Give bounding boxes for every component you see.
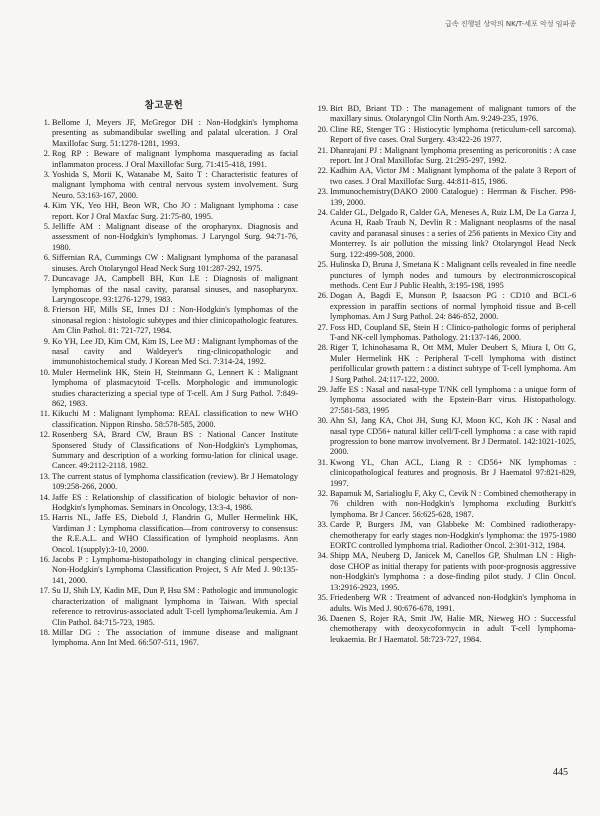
reference-text: Cline RE, Stenger TG : Histiocytic lymphoma (reticulum-cell sarcoma). Report of five cases. Oral Surgery. 43:422-26 1977. [330, 124, 576, 145]
reference-text: Duncavage JA, Campbell BH, Kun LE : Diagnosis of malignant lymphomas of the nasal cavity, paransal sinuses, and nasopharynx. Laryngoscope. 93:1276-1279, 1983. [52, 274, 298, 304]
reference-item [36, 409, 298, 430]
reference-item [36, 118, 298, 149]
reference-number: 5. [43, 222, 50, 232]
reference-item [314, 146, 576, 167]
reference-item [314, 166, 576, 187]
reference-text: Rosenberg SA, Brard CW, Braun BS : National Cancer Institute Sponsered Study of Classifications of Non-Hodgkin's Lymphomas, Summary and description of a working formu-lation for clinical usage. Cancer. 49:2112-2118. 1982. [52, 430, 298, 471]
reference-item [36, 368, 298, 410]
reference-number: 15. [39, 513, 50, 523]
reference-number: 7. [43, 274, 50, 284]
reference-item [36, 274, 298, 305]
reference-number: 14. [39, 492, 50, 502]
reference-number: 34. [317, 551, 328, 561]
reference-item [36, 430, 298, 472]
reference-text: Muler Hermelink HK, Stein H, Steinmann G, Lennert K : Malignant lymphoma of plasmacytoid T-cells. Morphologic and immunologic studies characterizing a special type of T-cell. Am J Surg Pathol. 7:849-862, 1983. [52, 367, 298, 408]
section-title: 참고문헌 [144, 100, 184, 111]
reference-text: Kim YK, Yeo HH, Beon WR, Cho JO : Malignant lymphoma : case report. Kor J Oral Maxfac Surg. 21:75-80, 1995. [52, 201, 298, 221]
reference-item [314, 104, 576, 125]
reference-text: The current status of lymphoma classification (review). Br J Hematology 109:258-266, 2000. [52, 471, 298, 492]
reference-text: Kikuchi M : Malignant lymphoma: REAL classification to new WHO classification. Nippon Rinsho. 58:578-585, 2000. [52, 409, 298, 429]
reference-number: 25. [317, 260, 328, 270]
reference-item [314, 489, 576, 520]
reference-number: 4. [43, 201, 50, 211]
reference-item [314, 343, 576, 385]
reference-number: 2. [43, 149, 50, 159]
reference-text: Ahn SJ, Jang KA, Choi JH, Sung KJ, Moon KC, Koh JK : Nasal and nasal type CD56+ natural killer cell/T-cell lymphoma : a case with rapid progression to bone marrow involvement. Br J Dermatol. 142:1021-1025, 2000. [330, 416, 576, 457]
reference-number: 17. [39, 586, 50, 596]
reference-item [314, 614, 576, 645]
reference-item [36, 555, 298, 586]
reference-number: 33. [317, 520, 328, 530]
reference-number: 27. [317, 322, 328, 332]
reference-number: 28. [317, 343, 328, 353]
reference-number: 18. [39, 627, 50, 637]
reference-number: 10. [39, 367, 50, 377]
reference-text: Birt BD, Briant TD : The management of malignant tumors of the maxillary sinus. Otolaryngol Clin North Am. 9:249-235, 1976. [330, 104, 576, 124]
reference-item [314, 593, 576, 614]
reference-text: Foss HD, Coupland SE, Stein H : Clinico-pathologic forms of peripheral T-and NK-cell lymphomas. Pathology. 21:137-146, 2000. [330, 322, 576, 342]
reference-list-right [314, 104, 576, 645]
reference-number: 9. [43, 336, 50, 346]
reference-text: Jaffe ES : Nasal and nasal-type T/NK cell lymphoma : a unique form of lymphoma associated with the Epstein-Barr virus. Histopathology. 27:581-583, 1995 [330, 384, 576, 415]
reference-item [36, 222, 298, 253]
reference-item [314, 291, 576, 322]
reference-number: 3. [43, 170, 50, 180]
reference-number: 31. [317, 457, 328, 467]
reference-item [36, 586, 298, 628]
reference-text: Frierson HF, Mills SE, Innes DJ : Non-Hodgkin's lymphomas of the sinonasal region : histologic subtypes and thier clinicopathologic features. Am Clin Pathol. 81: 721-727, 1984. [52, 305, 298, 336]
reference-text: Immunochemistry(DAKO 2000 Catalogue) : Herrman & Fischer. P98-139, 2000. [330, 187, 576, 207]
reference-text: Riger T, Ichinohasama R, Ott MM, Muler Deubert S, Miura I, Ott G, Muler Hermelink HK : Peripheral T-cell lymphoma with distinct perifollicular growth pattern : a distinct subtype of T-cell lymphoma. Am J Surg Pathol. 24:117-122, 2000. [330, 343, 576, 384]
reference-item [314, 520, 576, 551]
reference-number: 11. [39, 409, 50, 419]
reference-number: 36. [317, 613, 328, 623]
reference-item [36, 493, 298, 514]
reference-number: 26. [317, 291, 328, 301]
reference-text: Kwong YL, Chan ACL, Liang R : CD56+ NK lymphomas : clinicopathological features and prognosis. Br J Haematol 97:821-829, 1997. [330, 457, 576, 488]
reference-number: 35. [317, 593, 328, 603]
reference-text: Bapamuk M, Sarialioglu F, Aky C, Cevik N : Combined chemotherapy in 76 children with non-Hodgkin's lymphoma excluding Burkitt's lymphoma. Br J Cancer. 56:625-628, 1987. [330, 489, 576, 519]
reference-text: Siffernian RA, Cummings CW : Malignant lymphoma of the paranasal sinuses. Arch Otolaryngol Head Neck Surg 101:287-292, 1975. [52, 253, 298, 273]
reference-item [314, 125, 576, 146]
reference-text: Jelliffe AM : Malignant disease of the oropharynx. Diagnosis and assessment of non-Hodgkin's lymphomas. J Laryngol Surg. 94:71-76, 1980. [52, 222, 298, 252]
reference-text: Rog RP : Beware of malignant lymphoma masquerading as facial inflammaton process. J Oral Maxillofac Surg. 71:415-418, 1991. [52, 149, 298, 169]
reference-text: Daenen S, Rojer RA, Smit JW, Halie MR, Nieweg HO : Successful chemotherapy with deoxycoformycin in adult T-cell lymphoma-leukaemia. Br J Haematol. 58:723-727, 1984. [330, 613, 576, 644]
reference-item [36, 201, 298, 222]
reference-item [36, 305, 298, 336]
reference-number: 29. [317, 384, 328, 394]
reference-item [36, 513, 298, 555]
reference-number: 13. [39, 471, 50, 481]
reference-item [36, 253, 298, 274]
reference-text: Kadhim AA, Victor JM : Malignant lymphoma of the palate 3 Report of two cases. J Oral Maxillofac Surg. 44:811-815, 1986. [330, 166, 576, 186]
reference-item [36, 472, 298, 493]
reference-text: Jacobs P : Lymphoma-histopathology in changing clinical perspective. Non-Hodgkin's Lymphoma Classification Project, S Afr Med J. 90:135-141, 2000. [52, 555, 298, 585]
reference-text: Su IJ, Shih LY, Kadin ME, Dun P, Hsu SM : Pathologic and immunologic characterization of malignant lymphoma in Taiwan. With special reference to retrovirus-associated adult T-cell lymphoma/leukemia. Am J Clin Pathol. 84:715-723, 1985. [52, 586, 298, 627]
reference-text: Ko YH, Lee JD, Kim CM, Kim IS, Lee MJ : Malignant lymphomas of the nasal cavity and Waldeyer's ring-clinicopathologic and immunohistochemical study. J Korean Med Sci. 7:314-24, 1992. [52, 336, 298, 367]
reference-item [314, 551, 576, 593]
reference-list-left [36, 118, 298, 649]
reference-text: Calder GL, Delgado R, Calder GA, Meneses A, Ruiz LM, De La Garza J, Acuna H, Raab Traub N, Devlin R : Malignant neoplasms of the nasal cavity and paranasal sinuses : a series of 256 patients in Mexico City and Monterrey. Is air pollution the missing link? Otolaryngol Head Neck Surg. 122:499-508, 2000. [330, 208, 576, 259]
reference-text: Yoshida S, Morii K, Watanabe M, Saito T : Characteristic features of malignant lymphoma with central nervous system involvement. Surg Neuro. 53:163-167, 2000. [52, 170, 298, 200]
reference-number: 24. [317, 208, 328, 218]
reference-text: Millar DG : The association of immune disease and malignant lymphoma. Ann Int Med. 66:507-511, 1967. [52, 627, 298, 648]
reference-item [36, 170, 298, 201]
reference-number: 20. [317, 124, 328, 134]
reference-number: 30. [317, 416, 328, 426]
reference-item [314, 208, 576, 260]
reference-item [314, 385, 576, 416]
running-head: 급속 진행된 상악의 NK/T-세포 악성 임파종 [445, 20, 576, 28]
reference-item [36, 337, 298, 368]
reference-number: 1. [43, 118, 50, 127]
reference-text: Harris NL, Jaffe ES, Diebold J, Flandrin G, Muller Hermelink HK, Vardiman J : Lymphoma classification—from controversy to consensus: the R.E.A.L. and WHO Classification of lymphoid neoplasms. Ann Oncol. 1(supply):3-10, 2000. [52, 513, 298, 554]
reference-item [314, 323, 576, 344]
reference-text: Jaffe ES : Relationship of classification of biologic behavior of non-Hodgkin's lymphomas. Seminars in Oncology, 13:3-4, 1986. [52, 492, 298, 513]
reference-number: 22. [317, 166, 328, 176]
page-number: 445 [553, 767, 568, 778]
reference-item [36, 628, 298, 649]
reference-text: Friedenberg WR : Treatment of advanced non-Hodgkin's lymphoma in adults. Wis Med J. 90:676-678, 1991. [330, 593, 576, 613]
reference-number: 19. [317, 104, 328, 113]
reference-item [314, 458, 576, 489]
reference-number: 12. [39, 430, 50, 440]
reference-number: 8. [43, 305, 50, 315]
reference-text: Hulinska D, Bruna J, Smetana K : Malignant cells revealed in fine needle punctures of lymph nodes and tumours by electronmicroscopical methods. Cent Eur J Public Health, 3:195-198, 1995 [330, 260, 576, 290]
reference-number: 6. [43, 253, 50, 263]
reference-item [314, 416, 576, 458]
reference-number: 21. [317, 145, 328, 155]
reference-text: Bellome J, Meyers JF, McGregor DH : Non-Hodgkin's lymphoma presenting as submandibular swelling and palatal ulceration. J Oral Maxillofac Surg. 51:1278-1281, 1993. [52, 118, 298, 148]
reference-text: Dhanrajani PJ : Malignant lymphoma presenting as pericoronitis : A case report. Int J Oral Maxillofac Surg. 21:295-297, 1992. [330, 145, 576, 166]
reference-number: 32. [317, 489, 328, 499]
reference-text: Shipp MA, Neuberg D, Janicek M, Canellos GP, Shulman LN : High-dose CHOP as initial therapy for patients with poor-prognosis aggressive non-Hodgkin's lymphoma : a dose-finding pilot study. J Clin Oncol. 13:2916-2923, 1995. [330, 551, 576, 592]
reference-number: 16. [39, 555, 50, 565]
reference-item [314, 187, 576, 208]
reference-text: Carde P, Burgers JM, van Glabbeke M: Combined radiotherapy-chemotherapy for early stages non-Hodgkin's lymphoma: the 1975-1980 EORTC controlled lymphoma trial. Radiother Oncol. 2:301-312, 1984. [330, 520, 576, 551]
reference-item [314, 260, 576, 291]
reference-item [36, 149, 298, 170]
reference-text: Dogan A, Bagdi E, Munson P, Isaacson PG : CD10 and BCL-6 expression in paraffin sections of normal lymphoid tissue and B-cell lymphomas. Am J Surg Pathol. 24: 846-852, 2000. [330, 291, 576, 322]
reference-number: 23. [317, 187, 328, 197]
